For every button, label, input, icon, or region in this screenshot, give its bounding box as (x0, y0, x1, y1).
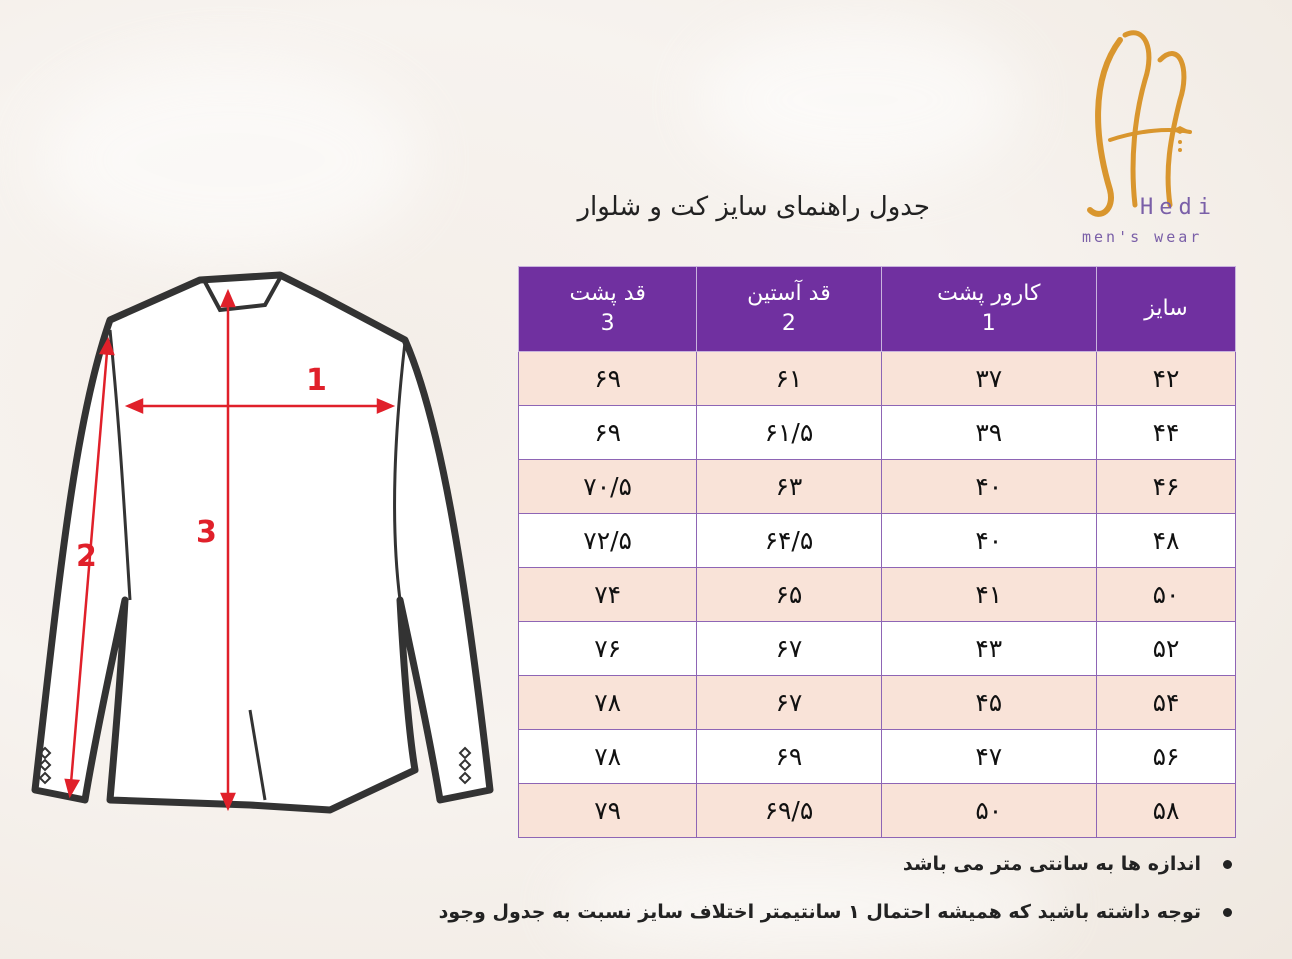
table-cell: ۷۸ (519, 730, 697, 784)
table-cell: ۴۴ (1097, 406, 1236, 460)
table-cell: ۴۶ (1097, 460, 1236, 514)
table-cell: ۵۰ (881, 784, 1096, 838)
header-back-length: قد پشت 3 (519, 267, 697, 352)
header-back-width: کارور پشت 1 (881, 267, 1096, 352)
table-row (519, 352, 1236, 406)
background-blob (700, 20, 1020, 180)
note-units: اندازه ها به سانتی متر می باشد (903, 853, 1232, 875)
table-cell: ۵۶ (1097, 730, 1236, 784)
table-cell: ۵۸ (1097, 784, 1236, 838)
table-cell: ۶۷ (697, 676, 881, 730)
table-cell: ۶۴/۵ (697, 514, 881, 568)
table-cell: ۷۹ (519, 784, 697, 838)
table-row (519, 406, 1236, 460)
table-cell: ۴۳ (881, 622, 1096, 676)
table-cell: ۶۹ (519, 406, 697, 460)
table-cell: ۵۲ (1097, 622, 1236, 676)
table-cell: ۳۷ (881, 352, 1096, 406)
table-cell: ۴۸ (1097, 514, 1236, 568)
table-cell: ۷۲/۵ (519, 514, 697, 568)
bullet-icon (1223, 908, 1232, 917)
table-cell: ۴۰ (881, 514, 1096, 568)
table-row (519, 514, 1236, 568)
table-cell: ۶۳ (697, 460, 881, 514)
page-title: جدول راهنمای سایز کت و شلوار (577, 192, 930, 222)
background-blob (40, 60, 420, 260)
table-cell: ۶۱ (697, 352, 881, 406)
size-table (518, 266, 1236, 838)
table-cell: ۳۹ (881, 406, 1096, 460)
table-row (519, 622, 1236, 676)
note-tolerance: توجه داشته باشید که همیشه احتمال ۱ سانتیمتر اختلاف سایز نسبت به جدول وجود (439, 901, 1232, 923)
table-cell: ۷۴ (519, 568, 697, 622)
table-row (519, 676, 1236, 730)
table-cell: ۷۸ (519, 676, 697, 730)
brand-name: Hedi (1140, 195, 1217, 220)
table-cell: ۶۷ (697, 622, 881, 676)
table-cell: ۶۱/۵ (697, 406, 881, 460)
header-sleeve-length: قد آستین 2 (697, 267, 881, 352)
table-row (519, 784, 1236, 838)
table-row (519, 460, 1236, 514)
table-header-row (519, 267, 1236, 352)
label-1: 1 (306, 363, 327, 398)
brand-tagline: men's wear (1082, 228, 1203, 246)
table-cell: ۷۰/۵ (519, 460, 697, 514)
hedi-logo (1050, 20, 1250, 260)
table-cell: ۴۵ (881, 676, 1096, 730)
bullet-icon (1223, 860, 1232, 869)
jacket-outline (35, 275, 490, 810)
table-row (519, 730, 1236, 784)
table-cell: ۶۹ (697, 730, 881, 784)
table-cell: ۴۷ (881, 730, 1096, 784)
table-cell: ۴۲ (1097, 352, 1236, 406)
table-cell: ۶۵ (697, 568, 881, 622)
table-cell: ۵۰ (1097, 568, 1236, 622)
jacket-diagram (20, 270, 510, 830)
table-row (519, 568, 1236, 622)
header-size: سایز (1097, 267, 1236, 352)
table-cell: ۶۹/۵ (697, 784, 881, 838)
table-cell: ۶۹ (519, 352, 697, 406)
label-3: 3 (196, 515, 217, 550)
table-cell: ۴۱ (881, 568, 1096, 622)
table-cell: ۴۰ (881, 460, 1096, 514)
table-cell: ۵۴ (1097, 676, 1236, 730)
table-cell: ۷۶ (519, 622, 697, 676)
label-2: 2 (76, 539, 97, 574)
